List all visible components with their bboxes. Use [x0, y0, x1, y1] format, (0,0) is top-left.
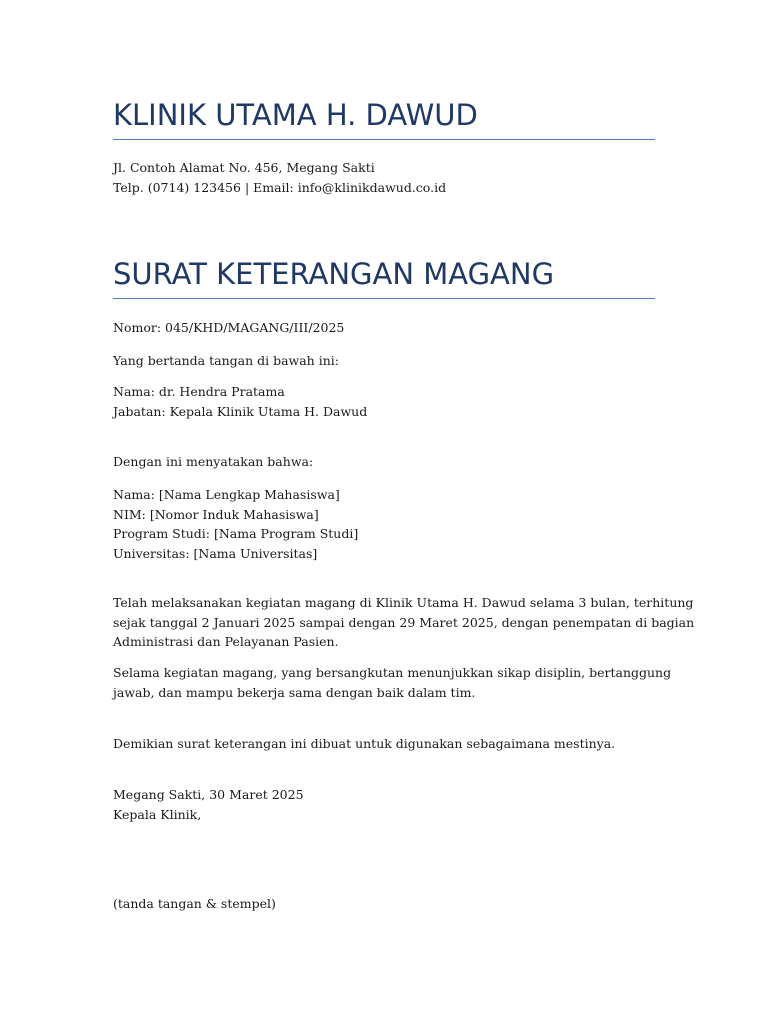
signer-title: Kepala Klinik, [113, 806, 202, 822]
signer-name: Nama: dr. Hendra Pratama [113, 384, 285, 399]
paragraph-line: sejak tanggal 2 Januari 2025 sampai dengan 29 Maret 2025, dengan penempatan di bagian [113, 614, 695, 630]
student-info [113, 485, 673, 563]
student-university: Universitas: [Nama Universitas] [113, 545, 318, 561]
clinic-name: KLINIK UTAMA H. DAWUD [113, 98, 478, 132]
statement-text: Dengan ini menyatakan bahwa: [113, 454, 314, 469]
signature-note: (tanda tangan & stempel) [113, 896, 276, 911]
signer-info [113, 382, 673, 421]
paragraph-evaluation [113, 663, 673, 702]
paragraph-internship [113, 593, 695, 652]
title-divider [113, 298, 655, 299]
student-program: Program Studi: [Nama Program Studi] [113, 526, 359, 541]
paragraph-line: jawab, dan mampu bekerja sama dengan baik dalam tim. [113, 684, 476, 700]
paragraph-line: Selama kegiatan magang, yang bersangkutan menunjukkan sikap disiplin, bertanggung [113, 665, 672, 680]
signer-position: Jabatan: Kepala Klinik Utama H. Dawud [113, 403, 368, 419]
document-title: SURAT KETERANGAN MAGANG [113, 257, 555, 291]
clinic-address: Jl. Contoh Alamat No. 456, Megang Sakti [113, 160, 375, 175]
student-name: Nama: [Nama Lengkap Mahasiswa] [113, 487, 340, 502]
clinic-contact-block [113, 158, 673, 197]
paragraph-line: Telah melaksanakan kegiatan magang di Klinik Utama H. Dawud selama 3 bulan, terhitung [113, 595, 694, 610]
paragraph-line: Administrasi dan Pelayanan Pasien. [113, 634, 339, 649]
header-divider [113, 139, 655, 140]
clinic-contact: Telp. (0714) 123456 | Email: info@klinikdawud.co.id [113, 179, 447, 195]
document-number: Nomor: 045/KHD/MAGANG/III/2025 [113, 320, 345, 335]
place-date: Megang Sakti, 30 Maret 2025 [113, 787, 304, 802]
intro-text: Yang bertanda tangan di bawah ini: [113, 353, 339, 368]
signature-block [113, 785, 673, 824]
student-nim: NIM: [Nomor Induk Mahasiswa] [113, 506, 319, 522]
closing-text: Demikian surat keterangan ini dibuat untuk digunakan sebagaimana mestinya. [113, 736, 616, 751]
